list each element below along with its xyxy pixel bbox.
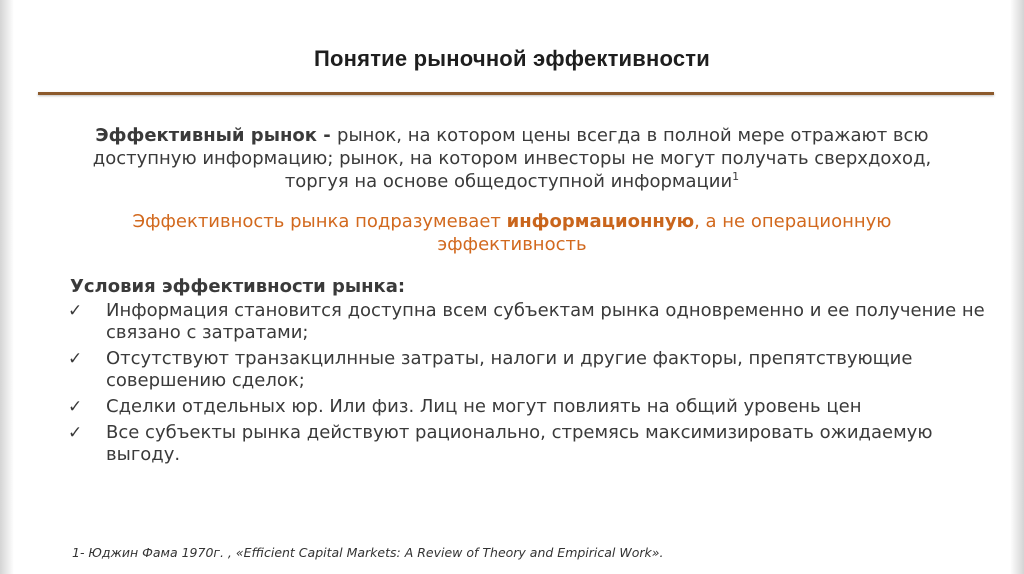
efficiency-statement-start: Эффективность рынка подразумевает [132, 211, 507, 232]
footnote: 1- Юджин Фама 1970г. , «Efficient Capital Markets: A Review of Theory and Empirical Work». [72, 545, 664, 560]
conditions-list [66, 300, 986, 470]
checkmark-icon: ✓ [68, 349, 83, 369]
slide-title: Понятие рыночной эффективности [314, 46, 710, 71]
checkmark-icon: ✓ [68, 301, 83, 321]
definition-text: рынок, на котором цены всегда в полной мере отражают всю доступную информацию; рынок, на котором инвесторы не могут получать сверхдоход, торгуя на основе общедоступной информации [92, 125, 932, 192]
title-divider [38, 92, 994, 95]
footnote-marker: 1 [732, 170, 740, 183]
definition-term: Эффективный рынок [95, 125, 317, 146]
definition-paragraph [60, 124, 964, 193]
definition-dash: - [317, 125, 338, 146]
left-edge-shadow [0, 0, 14, 574]
efficiency-statement-end: , а не операционную эффективность [437, 211, 892, 255]
condition-item [66, 348, 986, 392]
condition-item [66, 300, 986, 344]
checkmark-icon: ✓ [68, 423, 83, 443]
condition-text: Информация становится доступна всем субъектам рынка одновременно и ее получение не связано с затратами; [106, 300, 985, 343]
condition-item [66, 396, 986, 418]
condition-text: Все субъекты рынка действуют рационально, стремясь максимизировать ожидаемую выгоду. [106, 422, 933, 465]
condition-text: Отсутствуют транзакцилнные затраты, налоги и другие факторы, препятствующие совершению сделок; [106, 348, 913, 391]
condition-text: Сделки отдельных юр. Или физ. Лиц не могут повлиять на общий уровень цен [106, 396, 862, 417]
conditions-heading: Условия эффективности рынка: [70, 276, 406, 297]
efficiency-statement-emphasis: информационную [506, 211, 695, 232]
right-edge-shadow [1010, 0, 1024, 574]
checkmark-icon: ✓ [68, 397, 83, 417]
efficiency-statement [60, 210, 964, 256]
condition-item [66, 422, 986, 466]
